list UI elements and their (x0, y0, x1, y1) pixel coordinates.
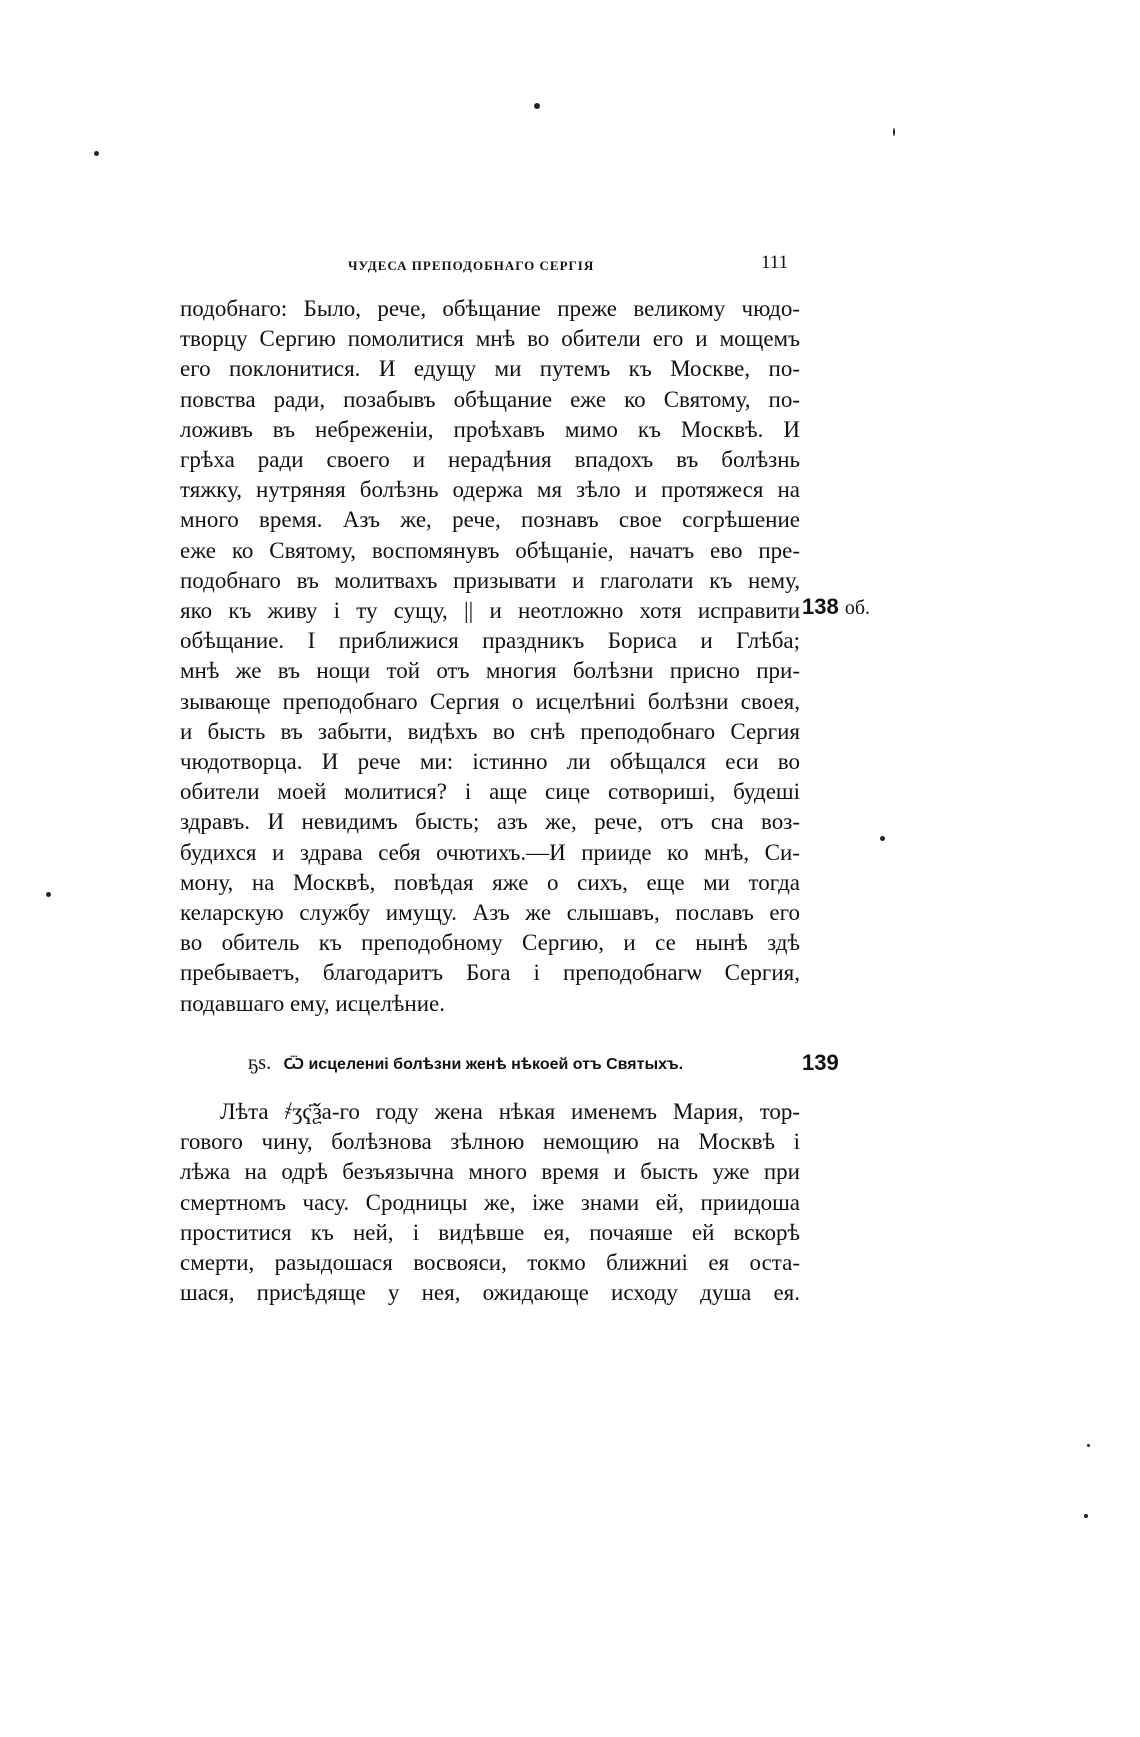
scan-speck (46, 892, 51, 897)
scan-speck (893, 128, 895, 136)
page-number: 111 (761, 252, 789, 273)
text-line: Лѣта ҂ӡҁ҃ѯа-го году жена нѣкая именемъ Мария, тор- (220, 1099, 800, 1124)
section-number: ҕѕ. (248, 1052, 272, 1074)
text-line: во обитель къ преподобному Сергию, и се нынѣ здѣ (180, 930, 800, 956)
text-line: гового чину, болѣзнова зѣлною немощию на Москвѣ і (180, 1129, 800, 1155)
scan-speck (94, 151, 99, 156)
text-line: тяжку, нутряняя болѣзнь одержа мя зѣло и протяжеся на (180, 477, 800, 503)
scan-speck (534, 103, 540, 109)
text-line: и бысть въ забыти, видѣхъ во снѣ преподобнаго Сергия (180, 718, 800, 744)
text-line: шася, присѣдяще у нея, ожидающе исходу душа ея. (180, 1280, 800, 1306)
header-title: ЧУДЕСА ПРЕПОДОБНАГО СЕРГІЯ (348, 258, 595, 273)
section-title: Ѿ исцелениі болѣзни женѣ нѣкоей отъ Святыхъ. (283, 1056, 684, 1073)
text-line: лѣжа на одрѣ безъязычна много время и бысть уже при (180, 1159, 800, 1185)
text-line: ложивъ въ небреженіи, проѣхавъ мимо къ Москвѣ. И (180, 416, 800, 442)
text-line: обители моей молитися? і аще сице сотвориші, будеші (180, 779, 800, 805)
text-line: много время. Азъ же, рече, познавъ свое согрѣшение (180, 507, 800, 533)
text-line: еже ко Святому, воспомянувъ обѣщаніе, начатъ ево пре- (180, 537, 800, 563)
paragraph-1 (180, 294, 800, 1019)
section-heading (248, 1052, 748, 1075)
text-line: пребываетъ, благодаритъ Бога і преподобнагѡ Сергия, (180, 960, 800, 986)
text-line: мону, на Москвѣ, повѣдая яже о сихъ, еще ми тогда (180, 869, 800, 895)
text-line: обѣщание. І приближися праздникъ Бориса и Глѣба; (180, 628, 800, 654)
running-header (180, 252, 800, 282)
folio-margin-note (802, 594, 870, 620)
folio-number: 138 (802, 594, 839, 619)
paragraph-2 (180, 1097, 800, 1308)
text-line: здравъ. И невидимъ бысть; азъ же, рече, отъ сна воз- (180, 809, 800, 835)
text-line: зывающе преподобнаго Сергия о исцелѣниі болѣзни своея, (180, 688, 800, 714)
text-line: подобнаго: Было, рече, обѣщание преже великому чюдо- (180, 296, 800, 321)
text-line: подобнаго въ молитвахъ призывати и глаголати къ нему, (180, 567, 800, 593)
text-line: его поклонитися. И едущу ми путемъ къ Москве, по- (180, 356, 800, 382)
text-line: будихся и здрава себя очютихъ.—И прииде ко мнѣ, Си- (180, 839, 800, 865)
text-line: смерти, разыдошася восвояси, токмо ближниі ея оста- (180, 1250, 800, 1276)
text-line: чюдотворца. И рече ми: істинно ли обѣщался еси во (180, 749, 800, 775)
text-line: мнѣ же въ нощи той отъ многия болѣзни присно при- (180, 658, 800, 684)
text-line: смертномъ часу. Сродницы же, іже знами ей, приидоша (180, 1189, 800, 1215)
text-line: келарскую службу имущу. Азъ же слышавъ, пославъ его (180, 900, 800, 926)
scan-speck (880, 836, 885, 841)
text-line: повства ради, позабывъ обѣщание еже ко Святому, по- (180, 386, 800, 412)
text-line: яко къ живу і ту сущу, || и неотложно хотя исправити (180, 598, 800, 624)
text-line: творцу Сергию помолитися мнѣ во обители его и мощемъ (180, 326, 800, 352)
scan-speck (1084, 1514, 1088, 1518)
text-line: подавшаго ему, исцелѣние. (180, 990, 445, 1016)
text-line: грѣха ради своего и нерадѣния впадохъ въ болѣзнь (180, 447, 800, 473)
text-line: проститися къ ней, і видѣвше ея, почаяше ей вскорѣ (180, 1219, 800, 1245)
folio-margin-marker: 139 (802, 1050, 839, 1075)
scan-speck (1087, 1444, 1090, 1447)
folio-suffix: об. (844, 597, 871, 619)
